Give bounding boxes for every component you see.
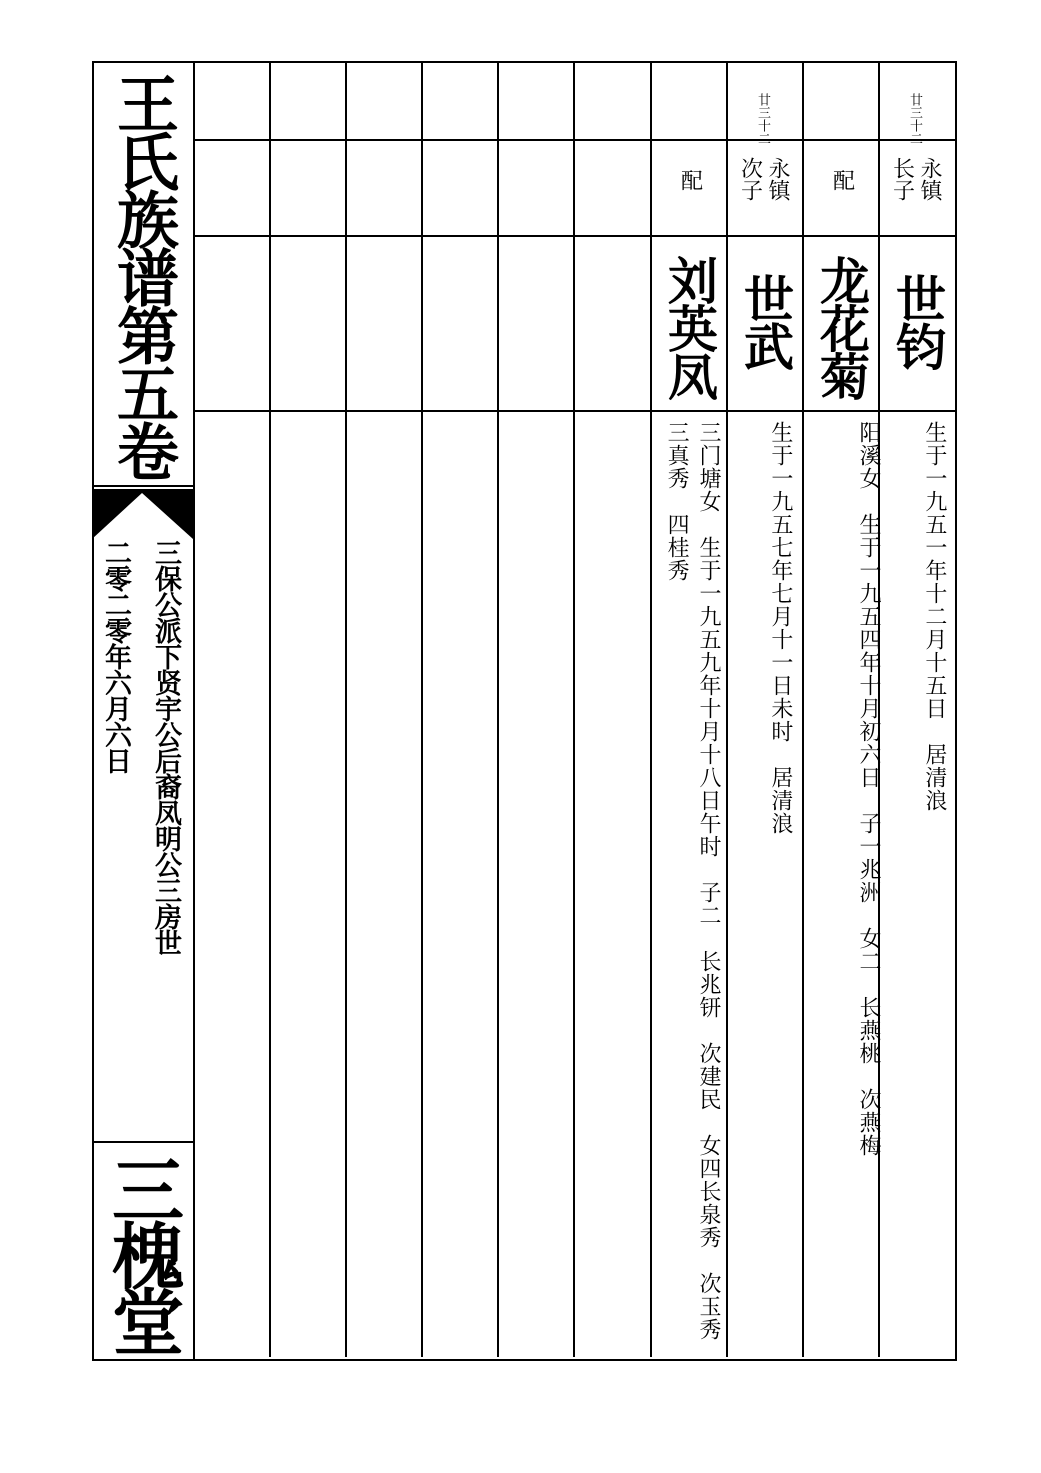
column-line — [726, 61, 728, 1357]
person-name: 龙花菊 — [812, 255, 871, 399]
branch-line: 三保公派下贤宇公后裔凤明公三房世 — [150, 539, 181, 955]
date-line: 二零二零年六月六日 — [100, 539, 131, 773]
row-line — [194, 139, 957, 141]
grid — [92, 61, 957, 1364]
column-line — [421, 61, 423, 1357]
generation-label: 廿三十二 — [755, 93, 770, 145]
person-bio: 生于一九五一年十二月十五日 居清浪 — [921, 421, 947, 812]
person-bio: 阳溪女 生于一九五四年十月初六日 子一兆洲 女二 长燕桃 次燕梅 — [856, 421, 881, 1157]
person-name: 世武 — [736, 273, 795, 369]
generation-label: 廿三十二 — [907, 93, 922, 145]
relation-label: 配 — [677, 169, 703, 191]
column-line — [802, 61, 804, 1357]
relation-label: 永镇长子 — [889, 157, 942, 201]
row-line — [194, 410, 957, 412]
hall-name: 三槐堂 — [100, 1153, 185, 1351]
person-name: 刘英凤 — [660, 255, 719, 399]
column-line — [573, 61, 575, 1357]
column-line — [345, 61, 347, 1357]
column-line — [650, 61, 652, 1357]
column-line — [269, 61, 271, 1357]
person-bio: 三门塘女 生于一九五九年十月十八日午时 子二 长兆钘 次建民 女四长泉秀 次玉秀 三真秀 四桂秀 — [664, 421, 721, 1364]
column-line — [497, 61, 499, 1357]
person-name: 世钧 — [888, 273, 947, 369]
relation-label: 配 — [829, 169, 855, 191]
person-bio: 生于一九五七年七月十一日未时 居清浪 — [767, 421, 793, 835]
book-title: 王氏族谱第五卷 — [106, 72, 180, 478]
row-line — [194, 235, 957, 237]
relation-label: 永镇次子 — [737, 157, 790, 201]
